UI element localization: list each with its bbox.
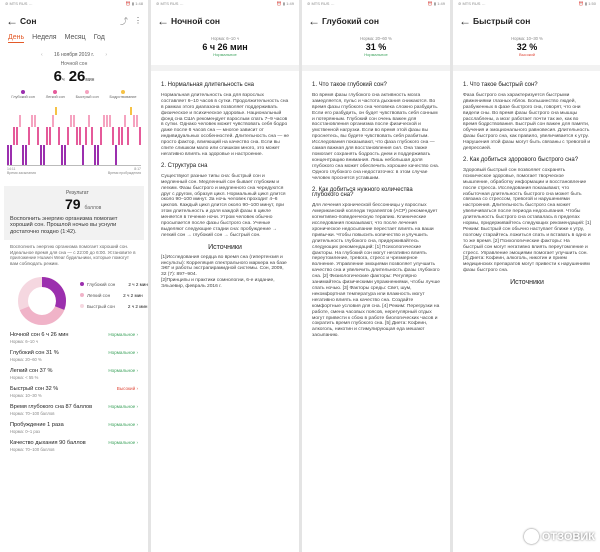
metric-status: Высокий ›: [116, 385, 138, 391]
status-right: ⏰ ▮ 1:49: [427, 1, 445, 6]
sleep-stage-bar: [136, 115, 138, 127]
norm-label: Норма: 6–10 ч: [211, 36, 239, 41]
metric-norm: Норма: 70–100 баллов: [10, 446, 55, 452]
status-left: ⊘ MTS RUS …: [458, 1, 486, 6]
advice-text: Восполнить энергию организма помогает хороший сон. Идеальное время для сна — с 22:00 до 6:00. Установите в приложение Huawei Wear будильники, которые помогут вам соблюдать режим.: [10, 244, 136, 266]
sleep-stage-bar: [121, 127, 123, 145]
metric-name: Быстрый сон 32 %: [10, 385, 59, 392]
source-item: [2]Принципы и практики сомнологии, 6-е издание, Эльзевир, февраль 2016 г.: [161, 278, 275, 290]
value-label: 31 %: [365, 42, 387, 52]
chart-axis: [0, 166, 148, 176]
metric-norm: Норма: 20–60 %: [10, 356, 42, 362]
next-day-icon[interactable]: ›: [105, 52, 108, 58]
metric-status: Нормальное ›: [108, 403, 138, 409]
metric-row[interactable]: [0, 349, 148, 367]
result-label: Результат: [66, 190, 89, 196]
stage-donut-chart: [16, 275, 68, 327]
otzovik-logo-icon: [524, 529, 539, 544]
sleep-stage-bar: [31, 115, 33, 127]
status-label: Нормальное: [364, 52, 388, 57]
deep-sleep-screen: [302, 0, 450, 552]
sleep-stage-bar: [118, 127, 120, 145]
sources-heading: Источники: [208, 243, 242, 251]
sleep-stage-bar: [88, 115, 90, 127]
section-body: Здоровый быстрый сон позволяет сохранять психическое здоровье, помогает творческое мышление, обработку информации и восстановление после стресса. Исследования показывают, что избыточная длительность быстрого сна может быть связана со стрессом, тревогой и нарушениями настроения. Длительность быстрого сна может увеличиваться после периода недосыпания. Чтобы длительность быстрого сна оставалась в пределах нормы, придерживайтесь следующих рекомендаций: [1] Режим: Быстрый сон обычно наступает ближе к утру, поэтому старайтесь ложиться спать и вставать в одно и то же время. [2] Психологические факторы: На быстрый сон могут негативно влиять переутомление и стресс. Управление эмоциями помогает улучшить сон. [3] Диета: Кофеин, алкоголь, никотин и прием медицинских препаратов могут привести к нарушениям фазы быстрого сна.: [463, 167, 591, 274]
metric-norm: Норма: 6–10 ч: [10, 338, 38, 344]
back-arrow-icon[interactable]: ←: [157, 14, 169, 28]
sleep-stage-chart: [7, 105, 141, 166]
sleep-stage-bar: [55, 107, 57, 115]
metric-name: Легкий сон 37 %: [10, 367, 53, 374]
section-title: 2. Структура сна: [161, 162, 208, 169]
sleep-stage-bar: [25, 145, 27, 165]
night-sleep-label: Ночной сон: [60, 61, 88, 67]
sleep-stage-bar: [85, 127, 87, 145]
deep-dot-icon: [80, 282, 84, 286]
sleep-stage-bar: [7, 145, 9, 165]
legend-rem: Быстрый сон: [76, 90, 99, 99]
metric-row[interactable]: [0, 385, 148, 403]
summary: [151, 32, 299, 57]
page-title: Сон: [20, 16, 37, 26]
sleep-stage-bar: [70, 115, 72, 127]
section-body: Для лечения хронической бессонницы у взрослых Американский колледж терапевтов (ACP) рекомендует когнитивно-поведенческую терапию. Клинические исследования показывают, что после лечения хроническое недосыпание перестает влиять на ваши привычки. Чтобы повысить количество и улучшить длительность глубокого сна, придерживайтесь следующих рекомендаций: [1] Психологические факторы. На глубокий сон могут негативно влиять переутомление, тревога, стресс и чрезмерное волнение. Управление эмоциями позволяет улучшить качество сна и увеличить длительность фазы глубокого сна. [2] Физиологические факторы: Регулярно занимайтесь физическими упражнениями, чтобы лучше спать ночью. [3] Факторы среды: Свет, шум, некомфортная температура или влажность могут негативно влиять на качество сна. Создайте комфортные условия для сна. [4] Режим: Перегрузки на работе, смена часовых поясов, нерегулярный отдых могут привести к сбою в работе биологических часов и сократить время глубокого сна. [5] Диета: Кофеин, алкоголь, никотин и стимулирующая еда мешают засыпанию.: [312, 203, 440, 339]
header: [0, 10, 148, 32]
metric-name: Ночной сон 6 ч 26 мин: [10, 331, 69, 338]
back-arrow-icon[interactable]: ←: [308, 14, 320, 28]
sleep-day-screen: [0, 0, 148, 552]
sleep-stage-bar: [91, 127, 93, 145]
tab-year[interactable]: Год: [93, 34, 105, 41]
status-label: Нормальное: [213, 52, 237, 57]
sleep-stage-bar: [100, 127, 102, 145]
metric-row[interactable]: [0, 367, 148, 385]
tab-day[interactable]: День: [8, 34, 25, 41]
value-label: 32 %: [516, 42, 538, 52]
status-right: ⏰ ▮ 1:48: [125, 1, 143, 6]
sleep-stage-bar: [115, 145, 117, 165]
legend-deep: Глубокий сон: [11, 90, 34, 99]
metric-status: Нормальное ›: [108, 367, 138, 373]
sleep-stage-bar: [67, 127, 69, 145]
sleep-stage-bar: [19, 115, 21, 127]
header: [453, 10, 600, 32]
status-right: ⏰ ▮ 1:50: [578, 1, 596, 6]
sleep-stage-bar: [37, 127, 39, 145]
summary: [302, 32, 450, 57]
night-sleep-screen: [151, 0, 299, 552]
sleep-stage-bar: [127, 127, 129, 145]
section-title: 2. Как добиться здорового быстрого сна?: [463, 156, 579, 163]
page-title: Быстрый сон: [473, 16, 531, 26]
section-title: 1. Что такое глубокий сон?: [312, 82, 387, 88]
section-body: Фаза быстрого сна характеризуется быстрыми движениями глазных яблок. Большинство людей, разбуженных в фазе быстрого сна, говорят, что они видели сны. Во время фазы быстрого сна мышцы расслаблены, а мозг работает почти так же, как во время бодрствования. Быстрый сон важен для памяти, обучения и эмоционального равновесия. Длительность фазы быстрого сна, как правило, увеличивается к утру. Нарушения этой фазы могут быть связаны с тревогой и депрессией.: [463, 92, 591, 152]
metric-norm: Норма: < 55 %: [10, 374, 39, 380]
sleep-stage-bar: [124, 115, 126, 127]
sleep-stage-bar: [73, 115, 75, 127]
sleep-stage-bar: [94, 145, 96, 165]
sleep-stage-bar: [22, 145, 24, 165]
legend-light: Легкий сон: [46, 90, 65, 99]
sleep-stage-bar: [43, 145, 45, 165]
date-label: 16 ноября 2019 г.: [54, 52, 94, 58]
section-body: Нормальная длительность сна для взрослых составляет 6–10 часов в сутки. Продолжительность сна в рамках этого диапазона позволяет поддерживать физическое и психическое здоровье. Национальный фонд сна США рекомендует взрослым спать 7–9 часов в сутки. Однако человек может чувствовать себя бодро даже после 6 часов сна — многое зависит от индивидуальных особенностей. Длительность сна — не просто фактор, влияющий на качество сна. Если вы спите слишком мало или слишком много, это может негативно влиять на здоровье и настроение.: [161, 92, 290, 157]
metric-row[interactable]: [0, 331, 148, 349]
metric-name: Время глубокого сна 87 баллов: [10, 403, 93, 410]
sleep-stage-bar: [49, 127, 51, 145]
result-card: [4, 186, 144, 240]
sleep-stage-bar: [52, 115, 54, 127]
metric-status: Нормальное ›: [108, 439, 138, 445]
sleep-stage-bar: [112, 127, 114, 145]
sleep-stage-bar: [79, 127, 81, 145]
sleep-stage-bar: [16, 127, 18, 145]
rem-dot-icon: [80, 304, 84, 308]
section-body: Существуют разные типы сна: быстрый сон и медленный сон. Медленный сон бывает глубоким и легким. Фазы быстрого и медленного сна чередуются друг с другом, образуя цикл. Нормальный цикл длится около 90–100 минут. За ночь человек проходит 4–6 циклов. Каждый цикл длится около 90–100 минут, при этом длительность и доля каждой фазы в цикле меняется в течение ночи. Утром человек обычно просыпается после фазы быстрого сна. Ученые выделяют следующие стадии сна: пробуждение → легкий сон → глубокий сон → быстрый сон.: [161, 173, 286, 238]
sleep-stage-bar: [106, 115, 108, 127]
metric-name: Глубокий сон 31 %: [10, 349, 59, 356]
status-bar: [302, 0, 450, 10]
status-left: ⊘ MTS RUS …: [156, 1, 184, 6]
value-label: 6 ч 26 мин: [202, 42, 248, 52]
article: [151, 71, 299, 296]
donut-legend-rem: Быстрый сон 2 ч 2 мин: [80, 301, 148, 312]
sleep-stage-bar: [139, 127, 141, 145]
article: [453, 71, 600, 296]
tab-month[interactable]: Месяц: [64, 34, 86, 41]
sleep-stage-bar: [58, 127, 60, 145]
sleep-stage-bar: [13, 127, 15, 145]
norm-label: Норма: 20–60 %: [360, 36, 392, 41]
header: [302, 10, 450, 32]
metric-status: Нормальное ›: [108, 421, 138, 427]
metric-row[interactable]: [0, 439, 148, 457]
sleep-stage-bar: [61, 145, 63, 165]
sleep-stage-bar: [103, 115, 105, 127]
metric-norm: Норма: 10–30 %: [10, 392, 42, 398]
page-title: Ночной сон: [171, 16, 221, 26]
status-left: ⊘ MTS RUS …: [5, 1, 33, 6]
duration-hours: 6: [53, 68, 62, 85]
awake-dot-icon: [121, 90, 125, 94]
share-icon[interactable]: ⤴: [120, 16, 128, 26]
deep-dot-icon: [21, 90, 25, 94]
metric-norm: Норма: 0–1 раз: [10, 428, 40, 434]
status-right: ⏰ ▮ 1:49: [276, 1, 294, 6]
unit-hours: ч: [61, 77, 65, 83]
back-arrow-icon[interactable]: ←: [6, 14, 18, 28]
metric-name: Пробуждение 1 раза: [10, 421, 64, 428]
status-label: Высокий: [518, 52, 536, 57]
summary: [453, 32, 600, 57]
sleep-stage-bar: [109, 115, 111, 127]
sleep-stage-bar: [130, 107, 132, 115]
result-message: Восполнить энергию организма помогает хороший сон. Прошлой ночью вы уснули достаточно поздно (1:42).: [10, 216, 118, 235]
unit-minutes: мин: [85, 77, 95, 83]
sleep-legend: [0, 85, 148, 99]
status-bar: [453, 0, 600, 10]
more-icon[interactable]: ⋮: [134, 15, 142, 25]
sleep-stage-bar: [76, 127, 78, 145]
rem-sleep-screen: [453, 0, 600, 552]
donut-legend-deep: Глубокий сон 2 ч 2 мин: [80, 279, 148, 290]
sleep-stage-bar: [46, 127, 48, 145]
status-bar: [151, 0, 299, 10]
sleep-stage-bar: [28, 127, 30, 145]
light-dot-icon: [80, 293, 84, 297]
sleep-duration: [0, 68, 148, 85]
legend-awake: Бодрствование: [110, 90, 137, 99]
source-item: [1]Исследования сердца во время сна (гипертензия и инсульты): Корреляция спектрального маркера на базе ЭКГ и работы экстрапирамидной системы. Сон, 2009, 32 (7): 897–904.: [161, 254, 287, 278]
donut-legend-light: Легкий сон 2 ч 2 мин: [80, 290, 148, 301]
sources-heading: Источники: [510, 279, 544, 287]
sleep-stage-bar: [97, 145, 99, 165]
sleep-stage-bar: [40, 145, 42, 165]
norm-label: Норма: 10–30 %: [511, 36, 543, 41]
section-title: 2. Как добиться нужного количества глубокого сна?: [312, 186, 413, 199]
donut-legend: [80, 279, 148, 312]
section-body: Во время фазы глубокого сна активность мозга замедляется, пульс и частота дыхания снижаются. Во время фазы глубокого сна человека сложно разбудить. Если его разбудить, он будет чувствовать себя сонным и потерянным. Глубокий сон очень важен для восстановления организма после физической и умственной нагрузки. Если во время этой фазы вы проснетесь, вы будете чувствовать себя разбитым. Исследования показывают, что фаза глубокого сна — самая важная для восстановления сил. Она также помогает сохранять бодрость днем и поддерживать концентрацию внимания. Лишь небольшая доля глубокого сна может обеспечить хорошее качество сна. Одного глубокого сна недостаточно: в этом случае человек проснется уставшим.: [312, 92, 440, 181]
sleep-stage-bar: [10, 145, 12, 165]
stage-breakdown: [0, 273, 148, 331]
sleep-stage-bar: [133, 115, 135, 127]
sleep-stage-bar: [82, 145, 84, 165]
page-title: Глубокий сон: [322, 16, 379, 26]
metric-status: Нормальное ›: [108, 349, 138, 355]
metric-norm: Норма: 70–100 баллов: [10, 410, 55, 416]
rem-dot-icon: [85, 90, 89, 94]
score-value: 79 баллов: [65, 196, 102, 212]
section-title: 1. Нормальная длительность сна: [161, 82, 254, 88]
watermark-text: ОТЗОВИК: [541, 530, 595, 543]
sleep-start-label: 14:11 Время засыпания: [7, 167, 36, 175]
sleep-stage-bar: [34, 115, 36, 127]
sleep-stage-bar: [64, 145, 66, 165]
metric-row[interactable]: [0, 421, 148, 439]
date-selector: [0, 52, 148, 58]
prev-day-icon[interactable]: ‹: [40, 52, 43, 58]
back-arrow-icon[interactable]: ←: [459, 14, 471, 28]
article: [302, 71, 450, 345]
metrics-list: [0, 331, 148, 457]
period-tabs: [0, 32, 148, 43]
section-title: 1. Что такое быстрый сон?: [463, 82, 538, 88]
wake-label: 8:17 Время пробуждения: [107, 167, 141, 175]
otzovik-watermark: [524, 529, 595, 544]
metric-name: Качество дыхания 90 баллов: [10, 439, 86, 446]
header: [151, 10, 299, 32]
status-bar: [0, 0, 148, 10]
tab-week[interactable]: Неделя: [32, 34, 57, 41]
light-dot-icon: [53, 90, 57, 94]
metric-row[interactable]: [0, 403, 148, 421]
status-left: ⊘ MTS RUS …: [307, 1, 335, 6]
metric-status: Нормальное ›: [108, 331, 138, 337]
duration-minutes: 26: [68, 68, 86, 85]
